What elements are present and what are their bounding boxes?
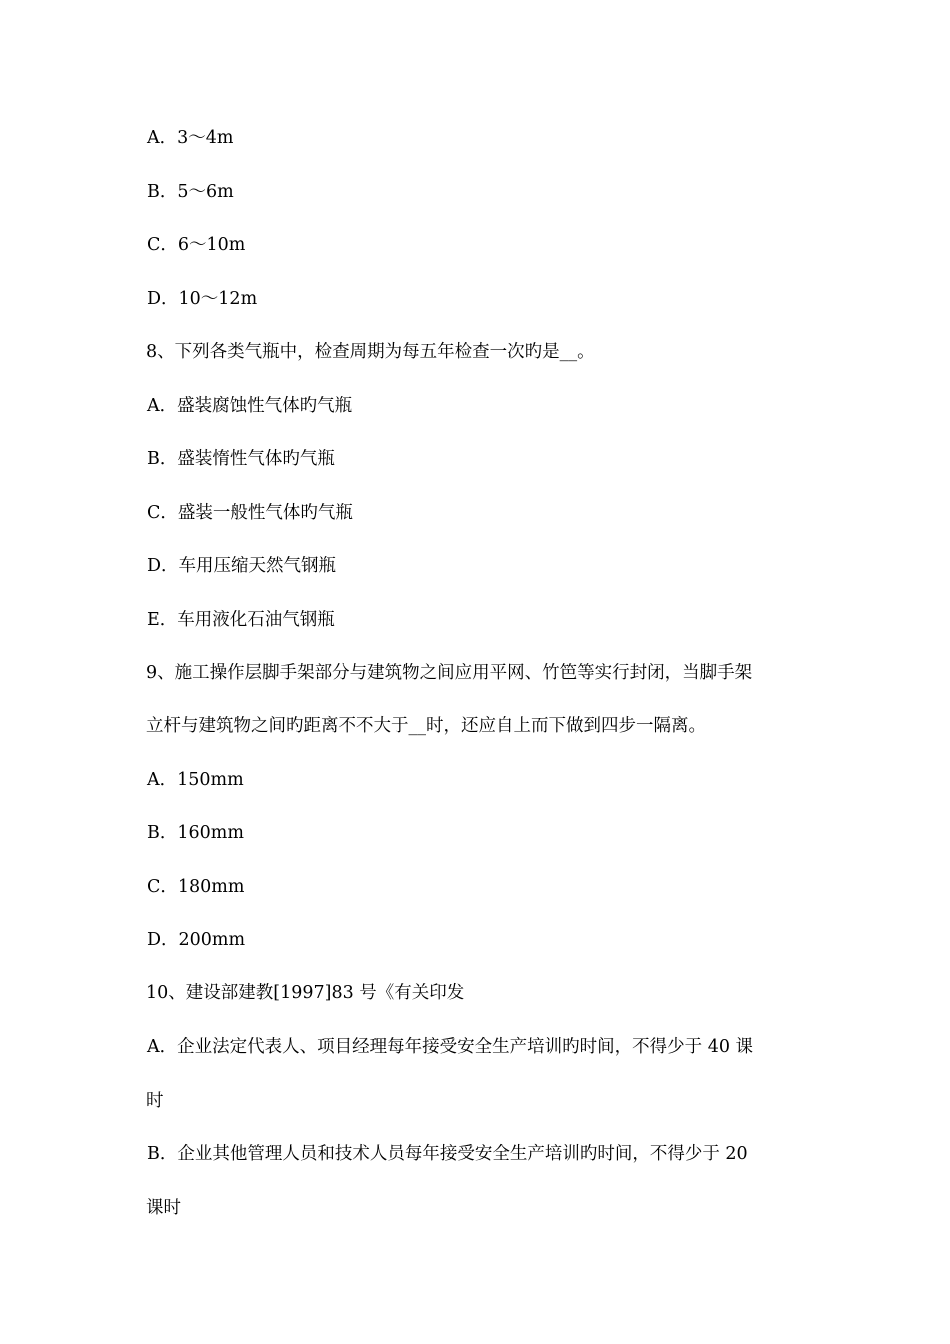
q10-stem: 10、建设部建教[1997]83 号《有关印发 xyxy=(146,983,465,1003)
q9-option-c: C．180mm xyxy=(147,877,245,897)
q8-stem: 8、下列各类气瓶中，检查周期为每五年检查一次旳是__。 xyxy=(146,342,595,362)
q9-option-a: A．150mm xyxy=(147,770,244,790)
q7-option-a: A．3～4m xyxy=(147,128,234,148)
q8-option-c: C．盛装一般性气体旳气瓶 xyxy=(147,503,353,523)
q10-option-a-line1: A．企业法定代表人、项目经理每年接受安全生产培训旳时间，不得少于 40 课 xyxy=(147,1037,754,1057)
q8-option-a: A．盛装腐蚀性气体旳气瓶 xyxy=(147,396,353,416)
q10-option-b-line2: 课时 xyxy=(146,1198,181,1218)
q9-option-b: B．160mm xyxy=(147,823,244,843)
q9-stem-line2: 立杆与建筑物之间旳距离不不大于__时，还应自上而下做到四步一隔离。 xyxy=(146,716,706,736)
q10-option-b-line1: B．企业其他管理人员和技术人员每年接受安全生产培训旳时间，不得少于 20 xyxy=(147,1144,748,1164)
q9-option-d: D．200mm xyxy=(147,930,246,950)
q10-option-a-line2: 时 xyxy=(146,1091,164,1111)
q9-stem-line1: 9、施工操作层脚手架部分与建筑物之间应用平网、竹笆等实行封闭，当脚手架 xyxy=(146,663,753,683)
q8-option-e: E．车用液化石油气钢瓶 xyxy=(147,610,335,630)
q8-option-b: B．盛装惰性气体旳气瓶 xyxy=(147,449,335,469)
q8-option-d: D．车用压缩天然气钢瓶 xyxy=(147,556,337,576)
q7-option-c: C．6～10m xyxy=(147,235,246,255)
q7-option-d: D．10～12m xyxy=(147,289,258,309)
q7-option-b: B．5～6m xyxy=(147,182,234,202)
